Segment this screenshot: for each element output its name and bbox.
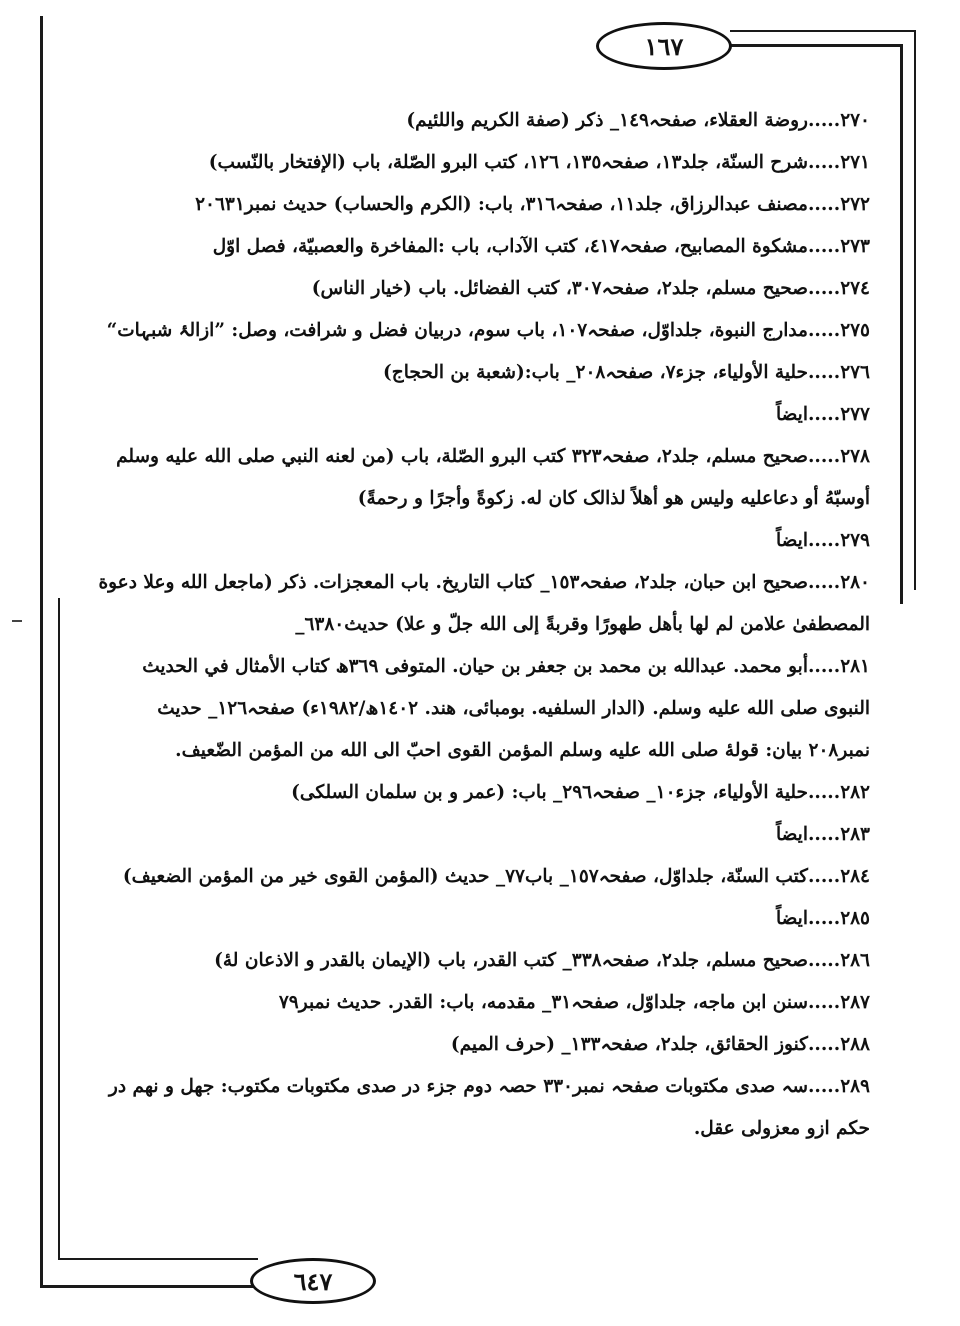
leader-dots: ..... bbox=[807, 278, 841, 299]
footnote-text: سہ صدی مکتوبات صفحہ نمبر٣٣٠ حصہ دوم جزء در صدی مکتوبات مکتوب: جهل و نهم در حکم ازو معزولی عقل. bbox=[108, 1076, 870, 1139]
leader-dots: ..... bbox=[807, 1076, 841, 1097]
footnote-number: ٢٧٧ bbox=[840, 404, 870, 425]
footnote-number: ٢٨٢ bbox=[840, 782, 870, 803]
footnote-text: كنوز الحقائق، جلد٢، صفحہ١٣٣_ (حرف الميم) bbox=[450, 1034, 808, 1055]
frame-line-right-outer bbox=[914, 30, 916, 590]
footnote-text: کتب السنّة، جلداوّل، صفحہ١٥٧_ باب٧٧_ حديث (المؤمن القوى خير من المؤمن الضعيف) bbox=[122, 866, 808, 887]
footnote-text: ايضاً bbox=[776, 530, 808, 551]
footnote-text: حلية الأولياء، جزء١٠_ صفحہ٢٩٦_ باب: (عمر و بن سلمان السلكى) bbox=[291, 782, 808, 803]
footnote-text: حلية الأولياء، جزء٧، صفحہ٢٠٨_ باب:(شعبة بن الحجاج) bbox=[383, 362, 808, 383]
leader-dots: ..... bbox=[807, 866, 841, 887]
leader-dots: ..... bbox=[807, 908, 841, 929]
footnote-number: ٢٨٧ bbox=[840, 992, 870, 1013]
leader-dots: ..... bbox=[807, 992, 841, 1013]
footnote-entry bbox=[90, 772, 870, 814]
leader-dots: ..... bbox=[807, 782, 841, 803]
footnote-number: ٢٨٨ bbox=[840, 1034, 870, 1055]
footnote-number: ٢٧٦ bbox=[840, 362, 870, 383]
footnote-number: ٢٧٢ bbox=[840, 194, 870, 215]
footnote-entry bbox=[90, 646, 870, 772]
footnote-text: صحيح مسلم، جلد٢، صفحہ٣٠٧، کتب الفضائل. باب (خيار الناس) bbox=[311, 278, 808, 299]
page-number-top: ١٦٧ bbox=[596, 22, 732, 70]
footnote-entry bbox=[90, 310, 870, 352]
leader-dots: ..... bbox=[807, 320, 841, 341]
frame-line-bottom-outer bbox=[40, 1285, 270, 1288]
footnote-text: مشكوة المصابيح، صفحہ٤١٧، کتب الآداب، باب :المفاخرة والعصبيّة، فصل اوّل bbox=[212, 236, 808, 257]
footnote-entry bbox=[90, 436, 870, 520]
footnote-entry bbox=[90, 898, 870, 940]
leader-dots: ..... bbox=[807, 152, 841, 173]
page-number-bottom: ٦٤٧ bbox=[250, 1258, 376, 1304]
footnote-number: ٢٧٩ bbox=[840, 530, 870, 551]
footnote-entry bbox=[90, 352, 870, 394]
footnote-text: روضة العقلاء، صفحہ١٤٩_ ذکر (صفة الكريم واللئيم) bbox=[406, 110, 808, 131]
leader-dots: ..... bbox=[807, 194, 841, 215]
footnote-text: مصنف عبدالرزاق، جلد١١، صفحہ٣١٦، باب: (الكرم والحساب) حديث نمبر٢٠٦٣١ bbox=[195, 194, 808, 215]
footnote-number: ٢٨١ bbox=[840, 656, 870, 677]
leader-dots: ..... bbox=[807, 1034, 841, 1055]
frame-line-left-inner bbox=[58, 598, 60, 1258]
leader-dots: ..... bbox=[807, 572, 841, 593]
leader-dots: ..... bbox=[807, 110, 841, 131]
footnote-text: صحيح ابن حبان، جلد٢، صفحہ١٥٣_ كتاب التاريخ. باب المعجزات. ذکر (ماجعل الله وعلا دعوة المصطفیٰ علامن لم لها بأهل طهورًا وقربةً إلی الله جلّ و علا) حديث٦٣٨٠_ bbox=[98, 572, 870, 635]
leader-dots: ..... bbox=[807, 950, 841, 971]
footnote-text: صحيح مسلم، جلد٢، صفحہ٣٢٣ کتب البرو الصّلة، باب (من لعنه النبي صلى الله عليه وسلم أوسبّهُ أو دعاعليه وليس هو أهلاً لذالک کان له. زکوةً وأجرًا و رحمةً) bbox=[116, 446, 870, 509]
leader-dots: ..... bbox=[807, 446, 841, 467]
footnote-entry bbox=[90, 142, 870, 184]
footnote-entry bbox=[90, 268, 870, 310]
footnote-number: ٢٨٤ bbox=[840, 866, 870, 887]
footnote-entry bbox=[90, 520, 870, 562]
footnote-entry bbox=[90, 184, 870, 226]
leader-dots: ..... bbox=[807, 656, 841, 677]
margin-mark bbox=[12, 620, 22, 622]
footnote-entry bbox=[90, 982, 870, 1024]
footnote-entry bbox=[90, 394, 870, 436]
footnote-number: ٢٨٠ bbox=[840, 572, 870, 593]
footnote-text: سنن ابن ماجه، جلداوّل، صفحہ٣١_ مقدمه، باب: القدر. حديث نمبر٧٩ bbox=[278, 992, 808, 1013]
footnote-text: ايضاً bbox=[776, 908, 808, 929]
footnote-number: ٢٨٩ bbox=[840, 1076, 870, 1097]
footnote-text: أبو محمد. عبدالله بن محمد بن جعفر بن حيان. المتوفى ٣٦٩ھ كتاب الأمثال في الحديث النبوى صلى الله عليه وسلم. (الدار السلفيه. بومبائی، هند. ١٤٠٢ھ/١٩٨٢ء) صفحہ١٢٦_ حديث نمبر٢٠٨ بيان: قولهٔ صلى الله عليه وسلم المؤمن القوى احبّ الى الله من المؤمن الضّعيف. bbox=[142, 656, 870, 761]
frame-line-bottom-inner bbox=[58, 1258, 258, 1260]
leader-dots: ..... bbox=[807, 824, 841, 845]
frame-line-left-outer bbox=[40, 16, 43, 1286]
leader-dots: ..... bbox=[807, 236, 841, 257]
leader-dots: ..... bbox=[807, 362, 841, 383]
footnote-list bbox=[90, 100, 870, 1150]
footnote-number: ٢٨٥ bbox=[840, 908, 870, 929]
frame-line-right-inner bbox=[900, 44, 903, 604]
footnote-text: ايضاً bbox=[776, 404, 808, 425]
frame-line-top-inner bbox=[718, 44, 900, 47]
footnote-entry bbox=[90, 814, 870, 856]
footnote-entry bbox=[90, 1024, 870, 1066]
footnote-text: صحيح مسلم، جلد٢، صفحہ٣٣٨_ کتب القدر، باب (الإيمان بالقدر و الاذعان لهٔ) bbox=[214, 950, 808, 971]
footnote-number: ٢٧٤ bbox=[840, 278, 870, 299]
footnote-entry bbox=[90, 226, 870, 268]
footnote-text: مدارج النبوة، جلداوّل، صفحہ١٠٧، باب سوم، دربیان فضل و شرافت، وصل: ”ازالۂ شبہات“ bbox=[106, 320, 808, 341]
frame-line-top-outer bbox=[730, 30, 914, 32]
leader-dots: ..... bbox=[807, 404, 841, 425]
footnote-number: ٢٨٣ bbox=[840, 824, 870, 845]
footnote-entry bbox=[90, 940, 870, 982]
footnote-number: ٢٧٣ bbox=[840, 236, 870, 257]
footnote-entry bbox=[90, 856, 870, 898]
footnote-number: ٢٧٨ bbox=[840, 446, 870, 467]
footnote-entry bbox=[90, 562, 870, 646]
footnote-number: ٢٧١ bbox=[840, 152, 870, 173]
footnote-text: شرح السنّة، جلد١٣، صفحہ١٣٥، ١٢٦، کتب البرو الصّلة، باب (الإفتخار بالنّسب) bbox=[208, 152, 808, 173]
footnote-entry bbox=[90, 1066, 870, 1150]
footnote-text: ايضاً bbox=[776, 824, 808, 845]
footnote-entry bbox=[90, 100, 870, 142]
footnote-number: ٢٧٠ bbox=[840, 110, 870, 131]
footnote-number: ٢٧٥ bbox=[840, 320, 870, 341]
footnote-number: ٢٨٦ bbox=[840, 950, 870, 971]
leader-dots: ..... bbox=[807, 530, 841, 551]
